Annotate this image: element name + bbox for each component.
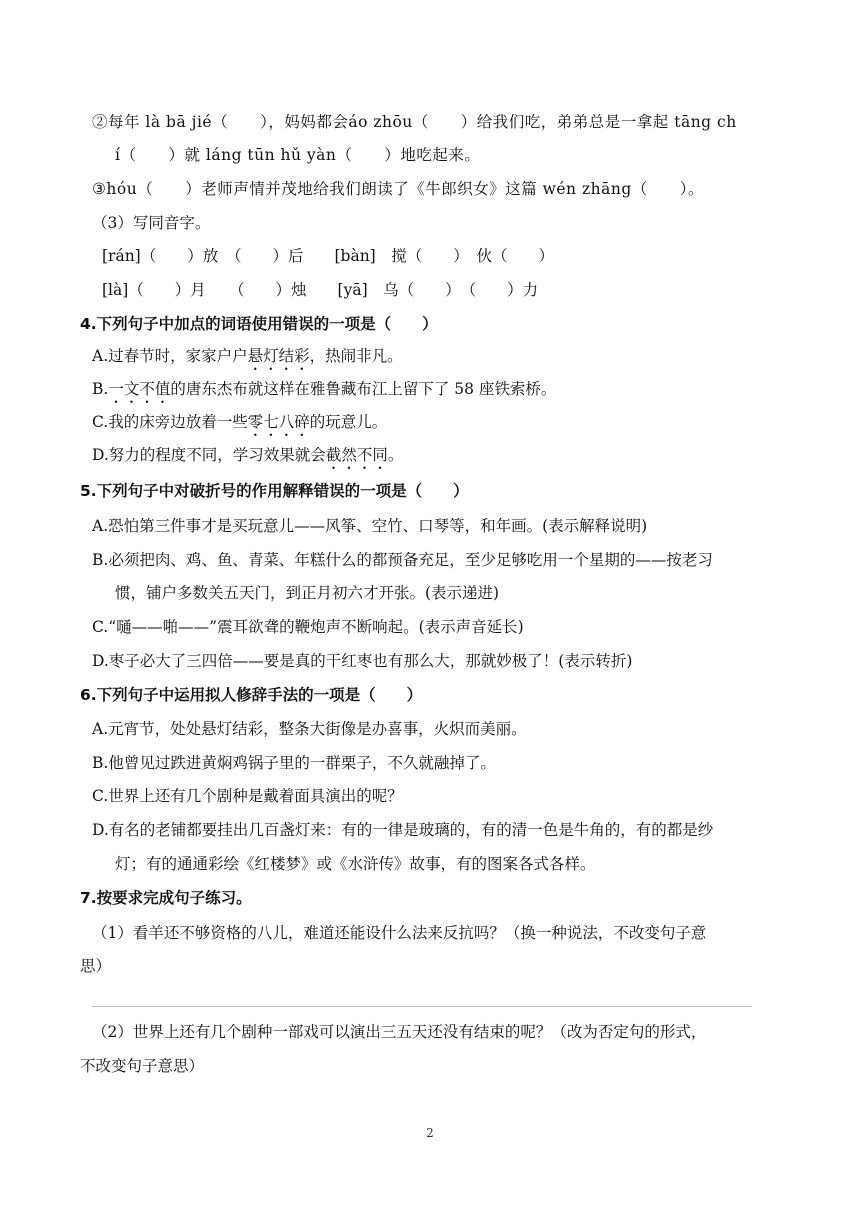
q3-line-2b: í（ ）就 láng tūn hǔ yàn（ ）地吃起来。 <box>115 146 481 164</box>
q5-option-b-1: B.必须把肉、鸡、鱼、青菜、年糕什么的都预备充足，至少足够吃用一个星期的——按老习 <box>92 551 713 569</box>
q7-sentence-1a: （1）看羊还不够资格的八儿，难道还能设什么法来反抗吗？（换一种说法，不改变句子意 <box>92 924 707 942</box>
q3-line-2a: ②每年 là bā jié（ ），妈妈都会áo zhōu（ ）给我们吃，弟弟总是一拿起 tāng ch <box>92 113 737 131</box>
q6-option-a: A.元宵节，处处悬灯结彩，整条大街像是办喜事，火炽而美丽。 <box>92 720 527 738</box>
page-number: 2 <box>426 1126 434 1140</box>
q4-option-d: D.努力的程度不同，学习效果就会截然不同。 <box>92 446 404 464</box>
q3-sub3: （3）写同音字。 <box>92 214 211 232</box>
q4-option-a: A.过春节时，家家户户悬灯结彩，热闹非凡。 <box>92 347 403 365</box>
q5-option-a: A.恐怕第三件事才是买玩意儿——风筝、空竹、口琴等，和年画。(表示解释说明) <box>92 517 648 535</box>
q5-option-d: D.枣子必大了三四倍——要是真的干红枣也有那么大，那就妙极了！(表示转折) <box>92 652 633 670</box>
q5-option-b-2: 惯，铺户多数关五天门，到正月初六才开张。(表示递进) <box>115 584 500 602</box>
q6-title: 6.下列句子中运用拟人修辞手法的一项是（ ） <box>80 686 423 704</box>
q4-b-dotted: 一文不值 <box>108 380 171 398</box>
q5-option-c: C.“嗵——啪——”震耳欲聋的鞭炮声不断响起。(表示声音延长) <box>92 618 524 636</box>
q4-c-dotted: 零七八碎 <box>247 413 310 431</box>
q4-option-c: C.我的床旁边放着一些零七八碎的玩意儿。 <box>92 413 388 431</box>
answer-line <box>92 1006 752 1007</box>
q7-title: 7.按要求完成句子练习。 <box>80 889 252 907</box>
q3-row-1: [rán]（ ）放 （ ）后 [bàn] 搅（ ） 伙（ ） <box>102 247 554 265</box>
q4-option-b: B.一文不值的唐东杰布就这样在雅鲁藏布江上留下了 58 座铁索桥。 <box>92 380 557 398</box>
q6-option-d-2: 灯；有的通通彩绘《红楼梦》或《水浒传》故事，有的图案各式各样。 <box>115 855 596 873</box>
q7-sentence-1b: 思） <box>80 957 112 975</box>
q3-line-3: ③hóu（ ）老师声情并茂地给我们朗读了《牛郎织女》这篇 wén zhāng（ ）。 <box>92 180 705 198</box>
q6-option-b: B.他曾见过跌进黄焖鸡锅子里的一群栗子，不久就融掉了。 <box>92 754 496 772</box>
q4-title: 4.下列句子中加点的词语使用错误的一项是（ ） <box>80 315 438 333</box>
q3-row-2: [là]（ ）月 （ ）烛 [yā] 乌（ ） （ ）力 <box>102 281 539 299</box>
q7-sentence-2a: （2）世界上还有几个剧种一部戏可以演出三五天还没有结束的呢？（改为否定句的形式， <box>92 1023 707 1041</box>
q4-a-dotted: 悬灯结彩 <box>247 347 310 365</box>
q6-option-d-1: D.有名的老铺都要挂出几百盏灯来：有的一律是玻璃的，有的清一色是牛角的，有的都是纱 <box>92 821 714 839</box>
q7-sentence-2b: 不改变句子意思） <box>80 1057 205 1075</box>
q6-option-c: C.世界上还有几个剧种是戴着面具演出的呢？ <box>92 787 403 805</box>
q5-title: 5.下列句子中对破折号的作用解释错误的一项是（ ） <box>80 482 469 500</box>
q4-d-dotted: 截然不同 <box>325 446 388 464</box>
